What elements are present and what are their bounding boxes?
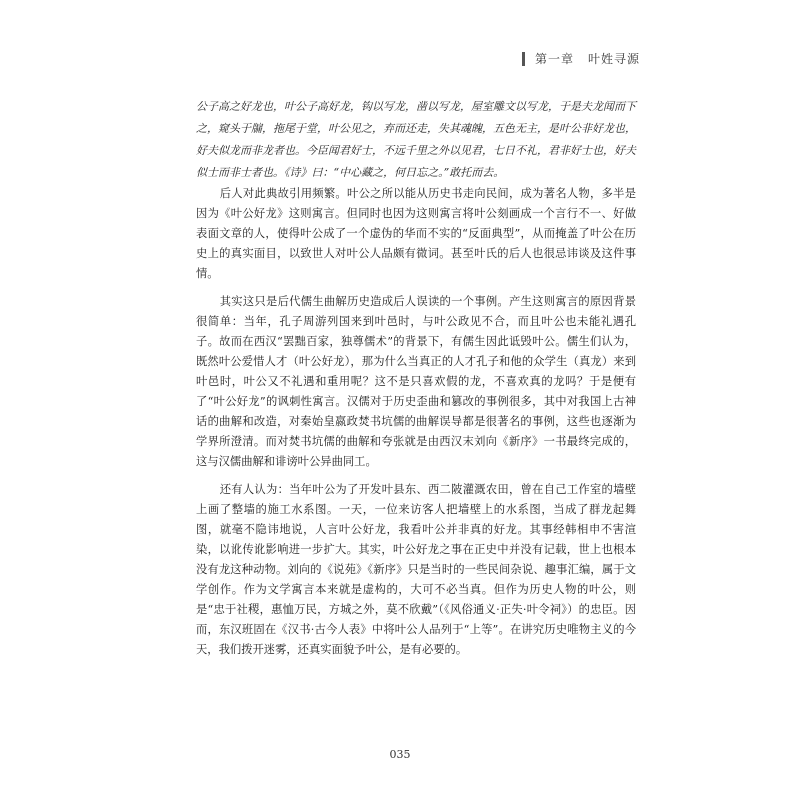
body-text: [196, 184, 636, 668]
page-number: 035: [389, 748, 411, 761]
paragraph-1: 后人对此典故引用频繁。叶公之所以能从历史书走向民间，成为著名人物，多半是因为《叶公好龙》这则寓言。但同时也因为这则寓言将叶公刻画成一个言行不一、好做表面文章的人，使得叶公成了一个虚伪的华而不实的“反面典型”，从而掩盖了叶公在历史上的真实面目，以致世人对叶公人品颇有微词。甚至叶氏的后人也很忌讳谈及这件事情。: [196, 187, 636, 280]
classical-quote: 公子高之好龙也，叶公子高好龙，钩以写龙，凿以写龙，屋室雕文以写龙，于是夫龙闻而下之，窥头于牖，拖尾于堂，叶公见之，弃而还走，失其魂魄，五色无主，是叶公非好龙也，好夫似龙而非龙者也。今臣闻君好士，不远千里之外以见君，七日不礼，君非好士也，好夫似士而非士者也。《诗》曰：“中心藏之，何日忘之。”敢托而去。: [196, 100, 636, 179]
paragraph-3: 还有人认为：当年叶公为了开发叶县东、西二陂灌溉农田，曾在自己工作室的墙壁上画了整墙的施工水系图。一天，一位来访客人把墙壁上的水系图，当成了群龙起舞图，就毫不隐讳地说，人言叶公好龙，我看叶公并非真的好龙。其事经韩相申不害渲染，以讹传讹影响进一步扩大。其实，叶公好龙之事在正史中并没有记载，世上也根本没有龙这种动物。刘向的《说苑》《新序》只是当时的一些民间杂说、趣事汇编，属于文学创作。作为文学寓言本来就是虚构的，大可不必当真。但作为历史人物的叶公，则是“忠于社稷，惠恤万民，方城之外，莫不欣戴”（《风俗通义·正失·叶令祠》）的忠臣。因而，东汉班固在《汉书·古今人表》中将叶公人品列于“上等”。在讲究历史唯物主义的今天，我们拨开迷雾，还真实面貌予叶公，是有必要的。: [196, 483, 636, 656]
chapter-label: 第一章: [534, 52, 574, 66]
running-head: [522, 50, 640, 67]
paragraph-2: 其实这只是后代儒生曲解历史造成后人误读的一个事例。产生这则寓言的原因背景很简单：当年，孔子周游列国来到叶邑时，与叶公政见不合，而且叶公也未能礼遇孔子。故而在西汉“罢黜百家，独尊儒术”的背景下，有儒生因此诋毁叶公。儒生们认为，既然叶公爱惜人才（叶公好龙），那为什么当真正的人才孔子和他的众学生（真龙）来到叶邑时，叶公又不礼遇和重用呢？这不是只喜欢假的龙，不喜欢真的龙吗？于是便有了“叶公好龙”的讽刺性寓言。汉儒对于历史歪曲和篡改的事例很多，其中对我国上古神话的曲解和改造，对秦始皇嬴政焚书坑儒的曲解误导都是很著名的事例，这些也逐渐为学界所澄清。而对焚书坑儒的曲解和夸张就是由西汉末刘向《新序》一书最终完成的，这与汉儒曲解和诽谤叶公异曲同工。: [196, 295, 636, 468]
chapter-title: 叶姓寻源: [587, 52, 640, 66]
header-bar-decoration: [522, 52, 525, 66]
